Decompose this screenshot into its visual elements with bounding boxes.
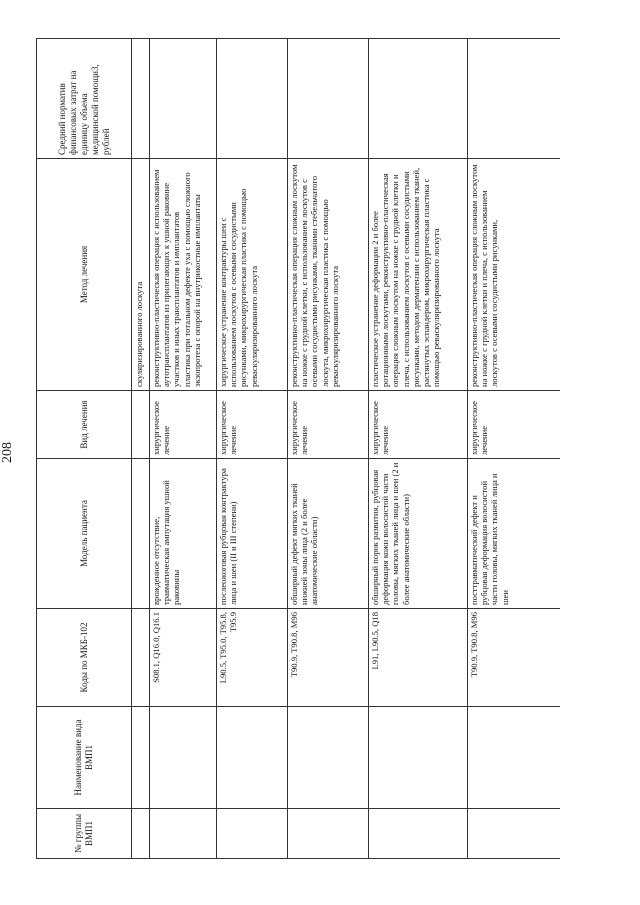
cell-group: [369, 809, 468, 859]
cell-method: реконструктивно-пластическая операция сложным лоскутом на ножке с грудной клетки и плеча, с использованием лоскутов с осевыми сосудистыми рисунками,: [468, 159, 561, 391]
cell-type: хирургическое лечение: [288, 391, 369, 459]
cell-model: обширный дефект мягких тканей нижней зоны лица (2 и более анатомические области): [288, 459, 369, 609]
vmp-table: [36, 38, 560, 859]
table-row: [217, 39, 288, 859]
cell-vmp-name: [150, 707, 217, 809]
cell-vmp-name: [468, 707, 561, 809]
cell-method: реконструктивно-пластическая операция сложным лоскутом на ножке с грудной клетки, с использованием лоскутов с осевыми сосудистыми рисунками, тканями стебельчатого лоскута, микрохирургическая пластика с помощью реваскуляризированного лоскута: [288, 159, 369, 391]
table-row: [150, 39, 217, 859]
header-treatment-method: Метод лечения: [37, 159, 132, 391]
cell-icd: S08.1, Q16.0, Q16.1: [150, 609, 217, 707]
cell-vmp-name: [132, 707, 150, 809]
header-group-no: № группы ВМП1: [37, 809, 132, 859]
header-icd-codes: Коды по МКБ-102: [37, 609, 132, 707]
cell-model: врожденное отсутствие, травматическая ампутация ушной раковины: [150, 459, 217, 609]
cell-method: пластическое устранение деформации 2 и более ротационными лоскутами, реконструктивно-пластическая операция сложным лоскутом на ножке с грудной клетки и плеча, с использованием лоскутов с осевыми сосудистыми рисунками, методом дерматензии с использованием тканей, растянутых эспандером, микрохирургическая пластика с помощью реваскуляризированного лоскута: [369, 159, 468, 391]
cell-cost: [132, 39, 150, 159]
cell-cost: [288, 39, 369, 159]
cell-cost: [150, 39, 217, 159]
table-row: [369, 39, 468, 859]
cell-group: [288, 809, 369, 859]
cell-method: хирургическое устранение контрактуры шеи с использованием лоскутов с осевыми сосудистыми рисунками, микрохирургическая пластика с помощью реваскуляризированного лоскута: [217, 159, 288, 391]
cell-icd: T90.9, T90.8, M96: [288, 609, 369, 707]
cell-model: посттравматический дефект и рубцовая деформация волосистой части головы, мягких тканей лица и шеи: [468, 459, 561, 609]
cell-method: скуляризированного лоскута: [132, 159, 150, 391]
cell-icd: T90.9, T90.8, M96: [468, 609, 561, 707]
cell-group: [468, 809, 561, 859]
page-number: 208: [0, 442, 15, 463]
cell-vmp-name: [369, 707, 468, 809]
header-treatment-type: Вид лечения: [37, 391, 132, 459]
cell-group: [132, 809, 150, 859]
cell-model: обширный порок развития, рубцовая деформация кожи волосистой части головы, мягких тканей лица и шеи (2 и более анатомические области): [369, 459, 468, 609]
cell-type: [132, 391, 150, 459]
method-extra-text: пластика при тотальном дефекте уха с помощью сложного экзопротеза с опорой на внутрикостные имплантаты: [181, 172, 202, 387]
method-text: реконструктивно-пластическая операция с использованием аутотрансплантатов из прилегающих к ушной раковине участков и иных трансплантатов и имплантатов: [151, 169, 182, 387]
cell-vmp-name: [217, 707, 288, 809]
header-patient-model: Модель пациента: [37, 459, 132, 609]
cell-model: послеожоговая рубцовая контрактура лица и шеи (II и III степени): [217, 459, 288, 609]
table-row: [132, 39, 150, 859]
table-row: [468, 39, 561, 859]
cell-icd: [132, 609, 150, 707]
cell-group: [150, 809, 217, 859]
cell-vmp-name: [288, 707, 369, 809]
cell-cost: [468, 39, 561, 159]
header-avg-cost: Средний норматив финансовых затрат на единицу объема медицинской помощи3, рублей: [37, 39, 132, 159]
cell-type: хирургическое лечение: [369, 391, 468, 459]
table-row: [288, 39, 369, 859]
header-vmp-name: Наименование вида ВМП1: [37, 707, 132, 809]
cell-model: [132, 459, 150, 609]
cell-type: хирургическое лечение: [150, 391, 217, 459]
cell-cost: [369, 39, 468, 159]
cell-type: хирургическое лечение: [468, 391, 561, 459]
cell-icd: L90.5, T95.0, T95.8, T95.9: [217, 609, 288, 707]
cell-cost: [217, 39, 288, 159]
cell-type: хирургическое лечение: [217, 391, 288, 459]
cell-group: [217, 809, 288, 859]
cell-icd: L91, L90.5, Q18: [369, 609, 468, 707]
cell-method: [150, 159, 217, 391]
table-header-row: [37, 39, 132, 859]
